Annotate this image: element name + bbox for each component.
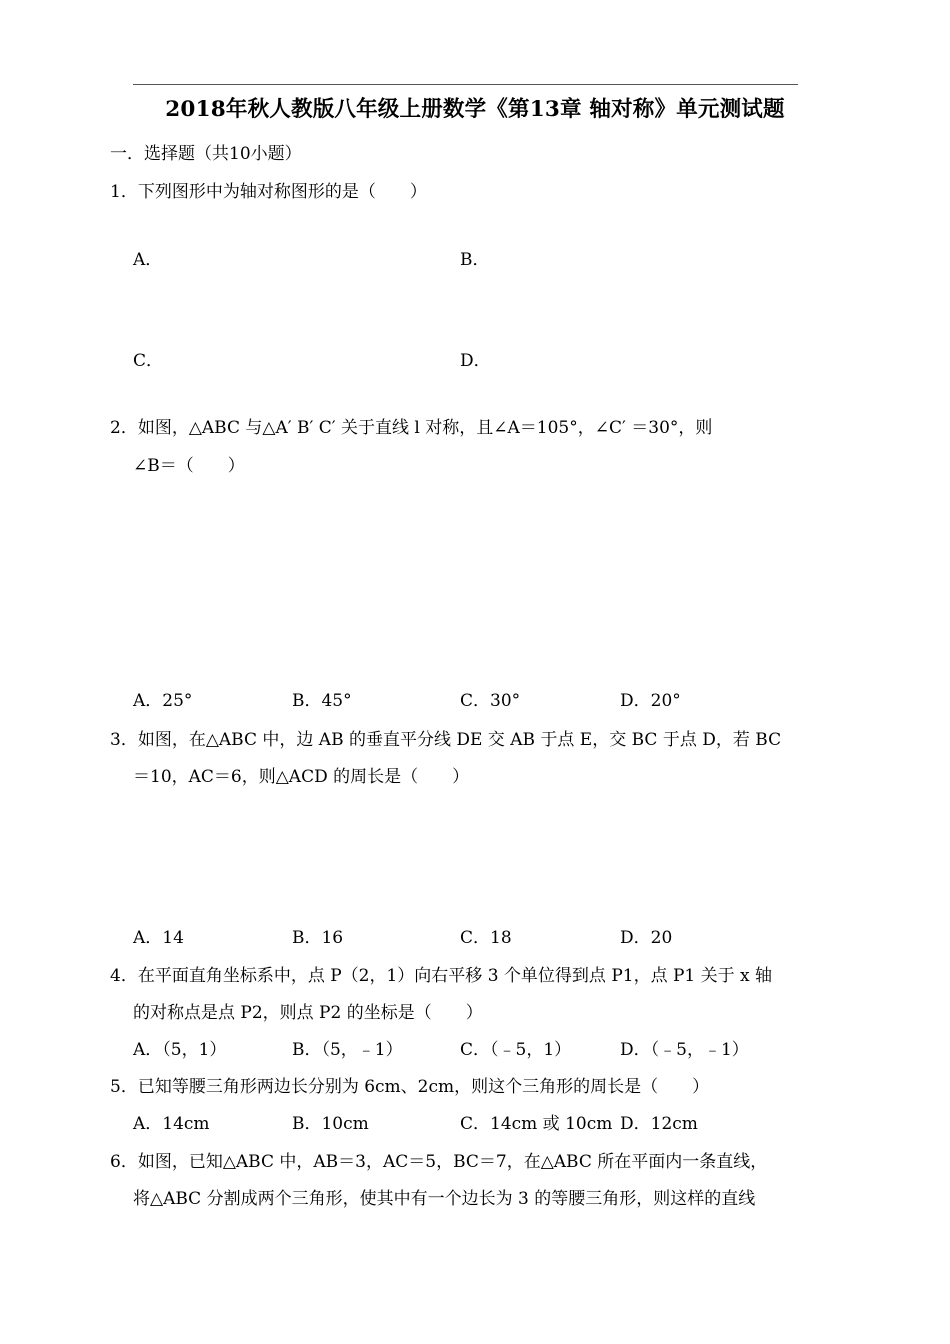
q3-option-d: D．20 <box>620 928 673 948</box>
q1-option-a: A． <box>133 250 163 270</box>
q5-option-c: C．14cm 或 10cm <box>460 1114 613 1134</box>
q1-option-d: D． <box>460 351 491 371</box>
q2-option-b: B．45° <box>292 691 352 711</box>
question-5-stem: 5．已知等腰三角形两边长分别为 6cm、2cm，则这个三角形的周长是（ ） <box>110 1077 710 1097</box>
q3-option-b: B．16 <box>292 928 344 948</box>
q3-option-c: C．18 <box>460 928 512 948</box>
header-rule <box>133 84 798 85</box>
q4-option-a: A．（5，1） <box>133 1040 227 1060</box>
q5-option-b: B．10cm <box>292 1114 369 1134</box>
q4-option-c: C．（﹣5，1） <box>460 1040 572 1060</box>
question-6-stem-line1: 6．如图，已知△ABC 中，AB＝3，AC＝5，BC＝7，在△ABC 所在平面内一条直线， <box>110 1152 768 1172</box>
question-4-stem-line2: 的对称点是点 P2，则点 P2 的坐标是（ ） <box>133 1003 483 1023</box>
q4-option-b: B．（5，﹣1） <box>292 1040 403 1060</box>
q1-option-c: C． <box>133 351 164 371</box>
q3-option-a: A．14 <box>133 928 184 948</box>
question-3-stem-line1: 3．如图，在△ABC 中，边 AB 的垂直平分线 DE 交 AB 于点 E，交 BC 于点 D，若 BC <box>110 730 782 750</box>
q2-option-c: C．30° <box>460 691 521 711</box>
question-6-stem-line2: 将△ABC 分割成两个三角形，使其中有一个边长为 3 的等腰三角形，则这样的直线 <box>133 1189 756 1209</box>
q2-option-d: D．20° <box>620 691 681 711</box>
question-2-stem-line2: ∠B＝（ ） <box>133 456 245 476</box>
q1-option-b: B． <box>460 250 490 270</box>
q4-option-d: D．（﹣5，﹣1） <box>620 1040 749 1060</box>
q2-option-a: A．25° <box>133 691 193 711</box>
q5-option-a: A．14cm <box>133 1114 210 1134</box>
section-heading: 一．选择题（共10小题） <box>110 144 302 164</box>
question-2-stem-line1: 2．如图，△ABC 与△A′ B′ C′ 关于直线 l 对称，且∠A＝105°，∠C′ ＝30°，则 <box>110 418 713 438</box>
question-4-stem-line1: 4．在平面直角坐标系中，点 P（2，1）向右平移 3 个单位得到点 P1，点 P1 关于 x 轴 <box>110 966 773 986</box>
question-1-stem: 1．下列图形中为轴对称图形的是（ ） <box>110 182 427 202</box>
page-title: 2018年秋人教版八年级上册数学《第13章 轴对称》单元测试题 <box>165 97 785 122</box>
question-3-stem-line2: ＝10，AC＝6，则△ACD 的周长是（ ） <box>133 767 470 787</box>
q5-option-d: D．12cm <box>620 1114 698 1134</box>
